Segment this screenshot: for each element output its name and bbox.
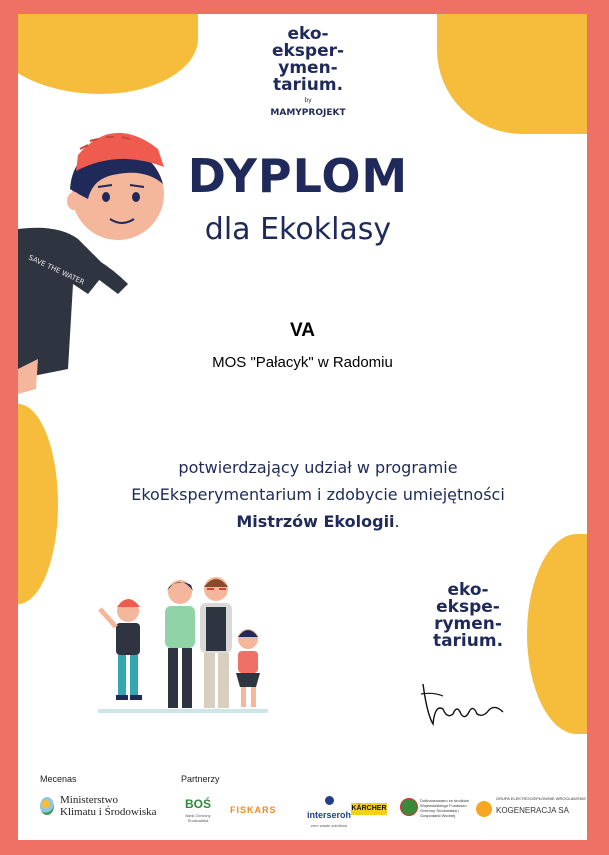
bos-logo (178, 795, 218, 821)
body-line-1: potwierdzający udział w programie (178, 458, 458, 477)
signature (413, 674, 513, 734)
bos-sub: Bank Ochrony Środowiska (185, 813, 211, 823)
body-line-2: EkoEksperymentarium i zdobycie umiejętności (131, 485, 505, 504)
logo-by: by (304, 97, 312, 104)
wfos-emblem-icon (400, 798, 418, 816)
logo-line: tarium. (272, 75, 344, 95)
partners-label: Partnerzy (181, 774, 220, 784)
decor-blob-left (18, 404, 58, 604)
interseroh-logo (302, 796, 356, 828)
wfos-text: Dofinansowano ze środków Wojewódzkiego Funduszu Ochrony Środowiska i Gospodarki Wodnej (420, 798, 469, 818)
body-period: . (394, 512, 400, 531)
ministry-line-2: Klimatu i Środowiska (60, 806, 157, 818)
logo-line: ekspe- (436, 597, 500, 617)
diploma-body (98, 454, 538, 535)
diploma-subtitle: dla Ekoklasy (204, 212, 392, 247)
family-illustration (88, 559, 268, 739)
diploma-title: DYPLOM (187, 149, 409, 203)
logo-line: ymen- (278, 58, 338, 78)
class-name: VA (290, 320, 315, 341)
diploma-page (18, 14, 587, 840)
ministry-emblem-icon (40, 797, 54, 815)
interseroh-sub: zero waste solutions (310, 823, 348, 828)
decor-blob-right (527, 534, 587, 734)
school-name: MOS "Pałacyk" w Radomiu (212, 354, 393, 371)
ekoeksperymentarium-logo (248, 26, 368, 118)
logo-line: tarium. (432, 631, 504, 651)
kogeneracja-small: GRUPA ELEKTROCIEPŁOWNIE WROCŁAWSKIE (496, 796, 587, 801)
logo-line: eksper- (271, 41, 345, 61)
interseroh-name: interseroh (306, 810, 351, 820)
logo-line: eko- (447, 580, 489, 600)
body-line-3 (98, 508, 538, 535)
sponsors-footer (18, 768, 587, 840)
decor-blob-top-left (18, 14, 198, 94)
patron-label: Mecenas (40, 774, 77, 784)
bos-name: BOŚ (184, 797, 211, 811)
logo-line: eko- (287, 24, 329, 44)
kogeneracja-name: KOGENERACJA SA (496, 806, 569, 815)
mamyprojekt-logo: MAMYPROJEKT (270, 108, 346, 118)
interseroh-dot-icon (325, 796, 334, 805)
shirt-text: SAVE THE WATER (27, 253, 86, 287)
kogeneracja-emblem-icon (476, 801, 492, 817)
ekoeksperymentarium-logo-bottom (408, 582, 528, 650)
karcher-logo: KÄRCHER (351, 803, 387, 815)
ministry-line-1: Ministerstwo (60, 794, 119, 806)
ministry-logo (40, 794, 180, 820)
fiskars-logo: FISKARS (230, 805, 277, 815)
logo-line: rymen- (434, 614, 502, 634)
mistrzow-ekologii: Mistrzów Ekologii (236, 512, 395, 531)
decor-blob-top-right (437, 14, 587, 134)
